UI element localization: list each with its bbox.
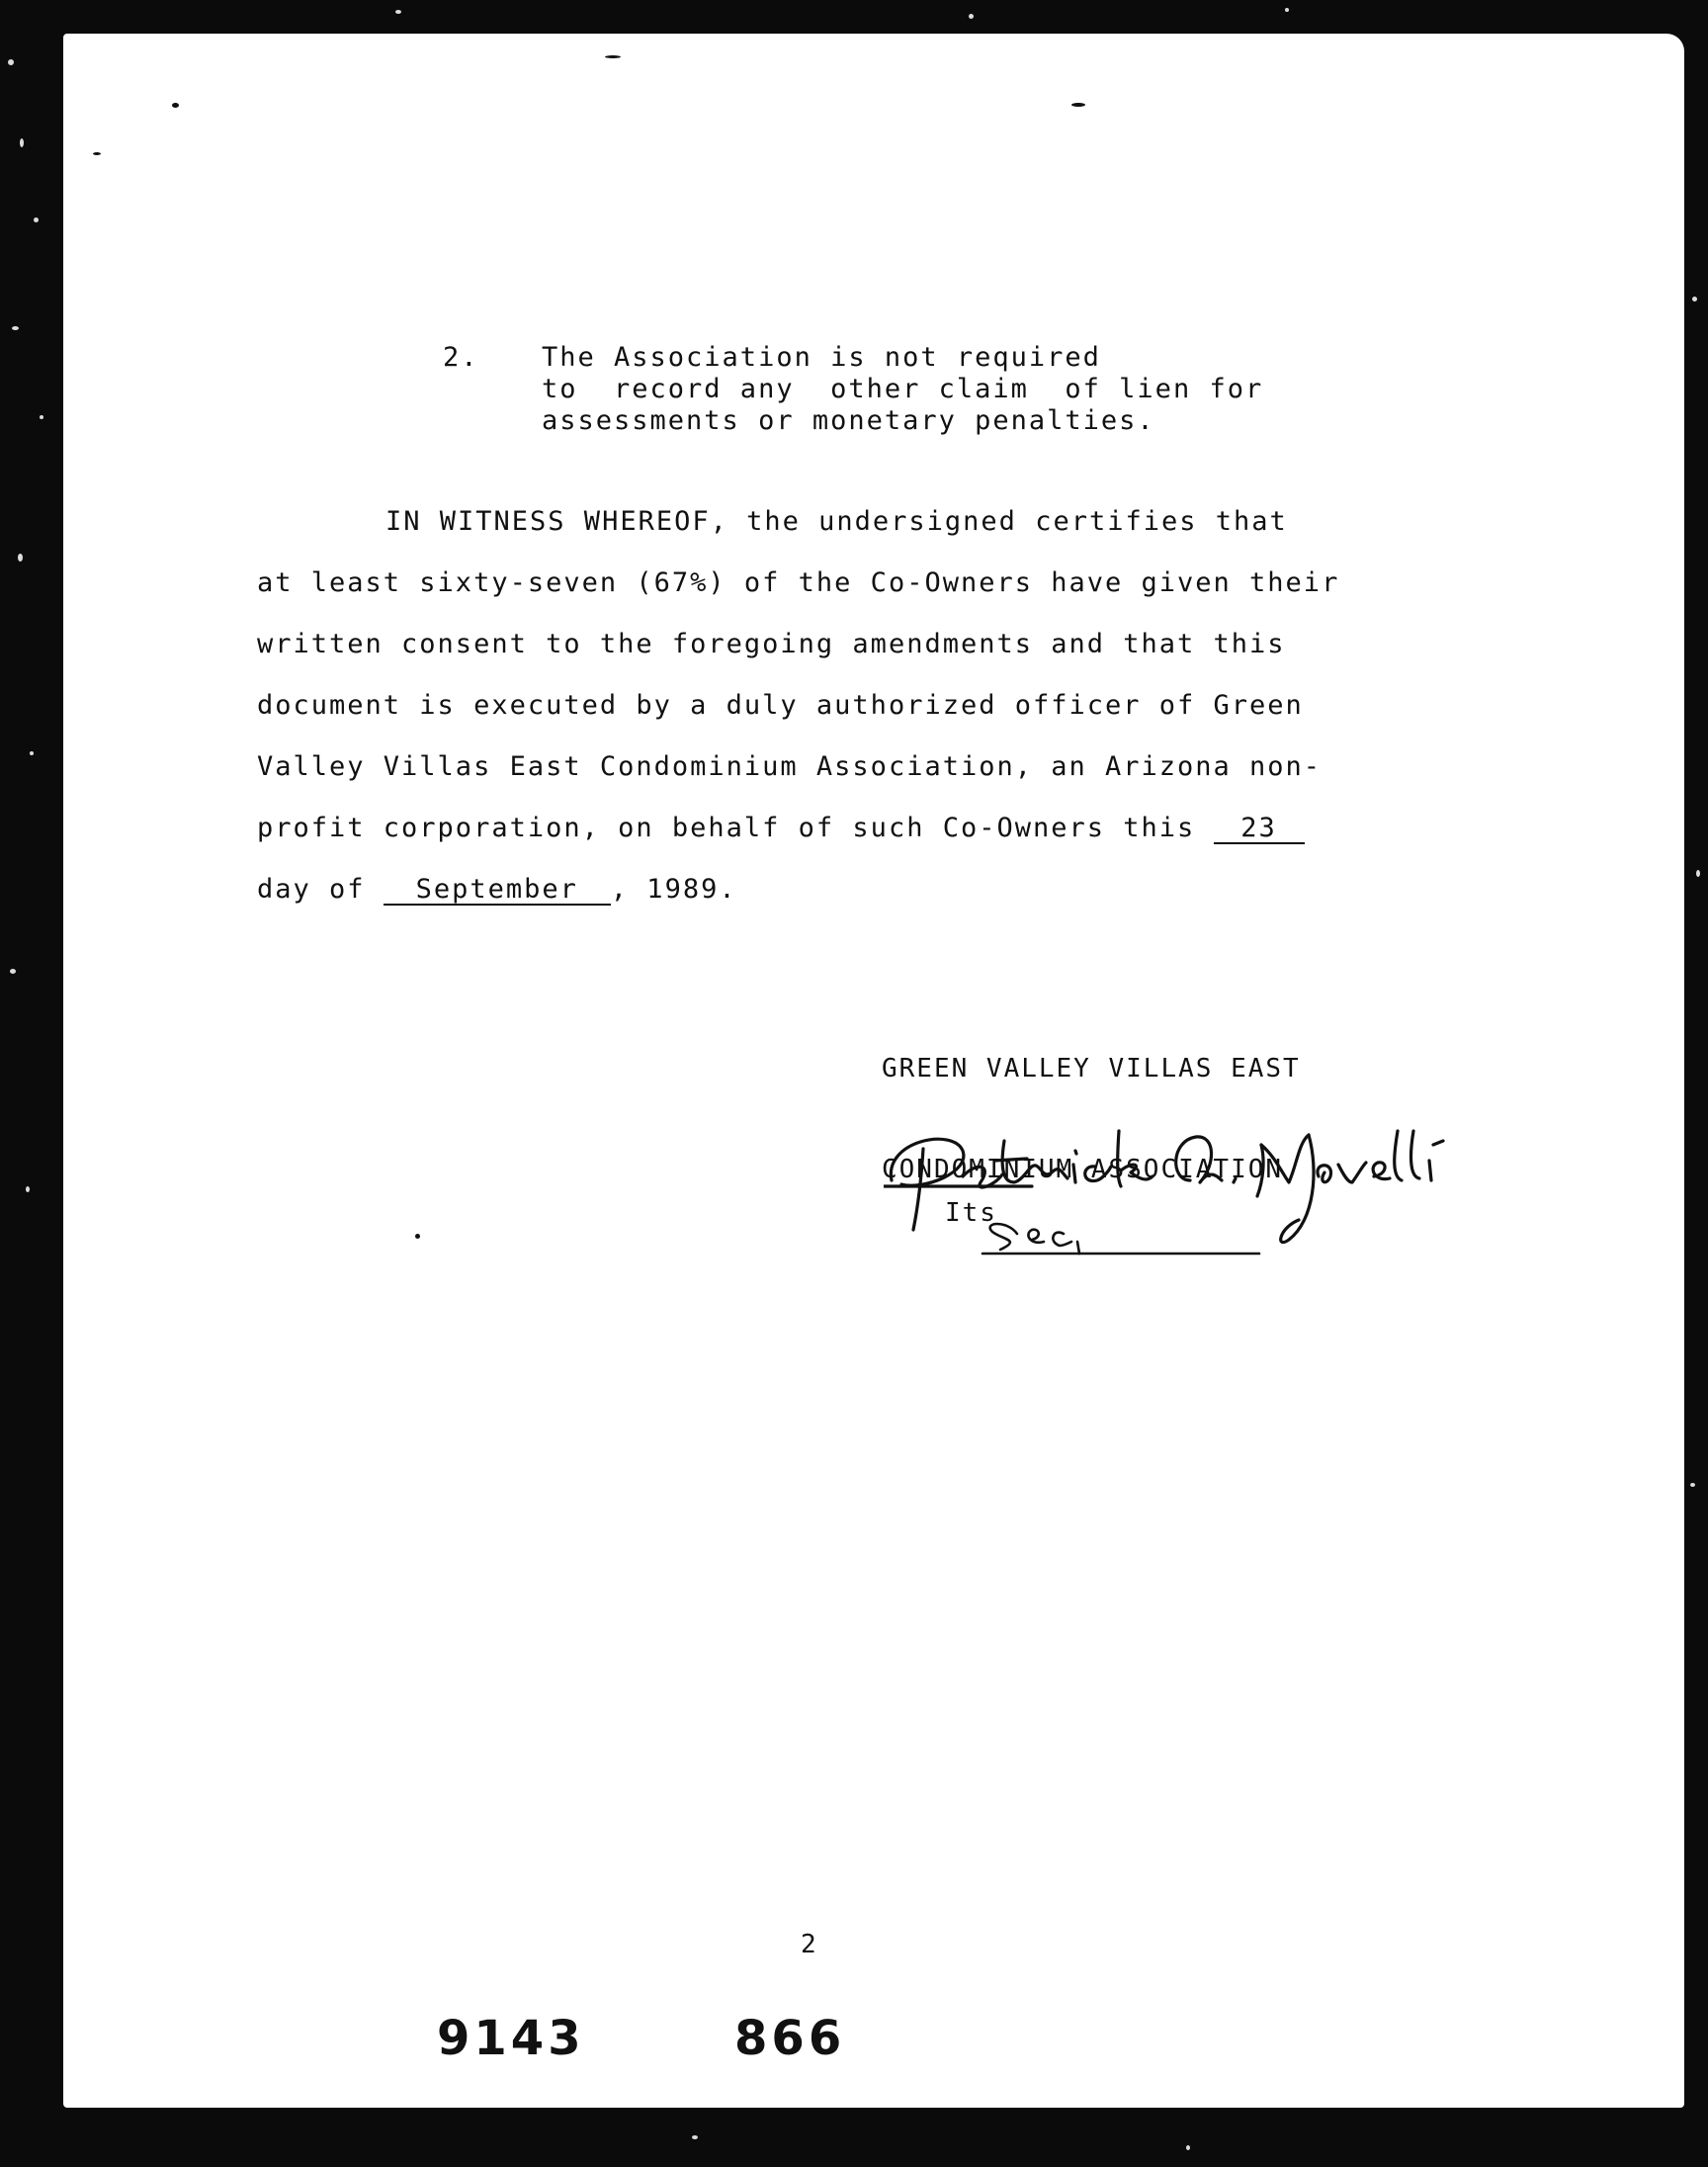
month-field: September xyxy=(384,876,611,906)
book-number: 9143 xyxy=(437,2011,585,2066)
page-ref-number: 866 xyxy=(734,2011,846,2066)
witness-line-text: profit corporation, on behalf of such Co-Owners this xyxy=(257,813,1214,843)
witness-line-text: day of xyxy=(257,874,384,905)
day-field: 23 xyxy=(1214,815,1305,844)
page-number: 2 xyxy=(801,1930,818,1959)
scan-speck xyxy=(605,55,621,58)
association-line: CONDOMINIUM ASSOCIATION xyxy=(882,1155,1284,1184)
witness-paragraph xyxy=(257,506,1483,941)
association-line: GREEN VALLEY VILLAS EAST xyxy=(882,1054,1301,1084)
witness-line: written consent to the foregoing amendments and that this xyxy=(257,629,1286,659)
item-text xyxy=(542,342,1263,437)
scan-speck xyxy=(93,152,101,155)
recording-reference xyxy=(437,2011,845,2066)
item-line: assessments or monetary penalties. xyxy=(542,405,1155,436)
witness-line: IN WITNESS WHEREOF, the undersigned certifies that xyxy=(385,506,1288,537)
witness-line xyxy=(257,874,737,906)
witness-line: at least sixty-seven (67%) of the Co-Owners have given their xyxy=(257,567,1340,598)
scan-speck xyxy=(1071,103,1085,107)
witness-line: Valley Villas East Condominium Association, an Arizona non- xyxy=(257,751,1323,782)
item-line: to record any other claim of lien for xyxy=(542,374,1264,404)
year-text: , 1989. xyxy=(610,874,737,905)
item-number: 2. xyxy=(443,342,479,373)
item-line: The Association is not required xyxy=(542,342,1101,373)
scan-speck xyxy=(415,1234,420,1239)
witness-line xyxy=(257,813,1305,844)
signature-block xyxy=(884,1121,1595,1289)
witness-line: document is executed by a duly authorized officer of Green xyxy=(257,690,1304,721)
document-page xyxy=(63,34,1684,2108)
scan-speck xyxy=(172,103,179,108)
its-label: Its xyxy=(945,1198,997,1228)
item-2-paragraph xyxy=(443,342,1264,465)
